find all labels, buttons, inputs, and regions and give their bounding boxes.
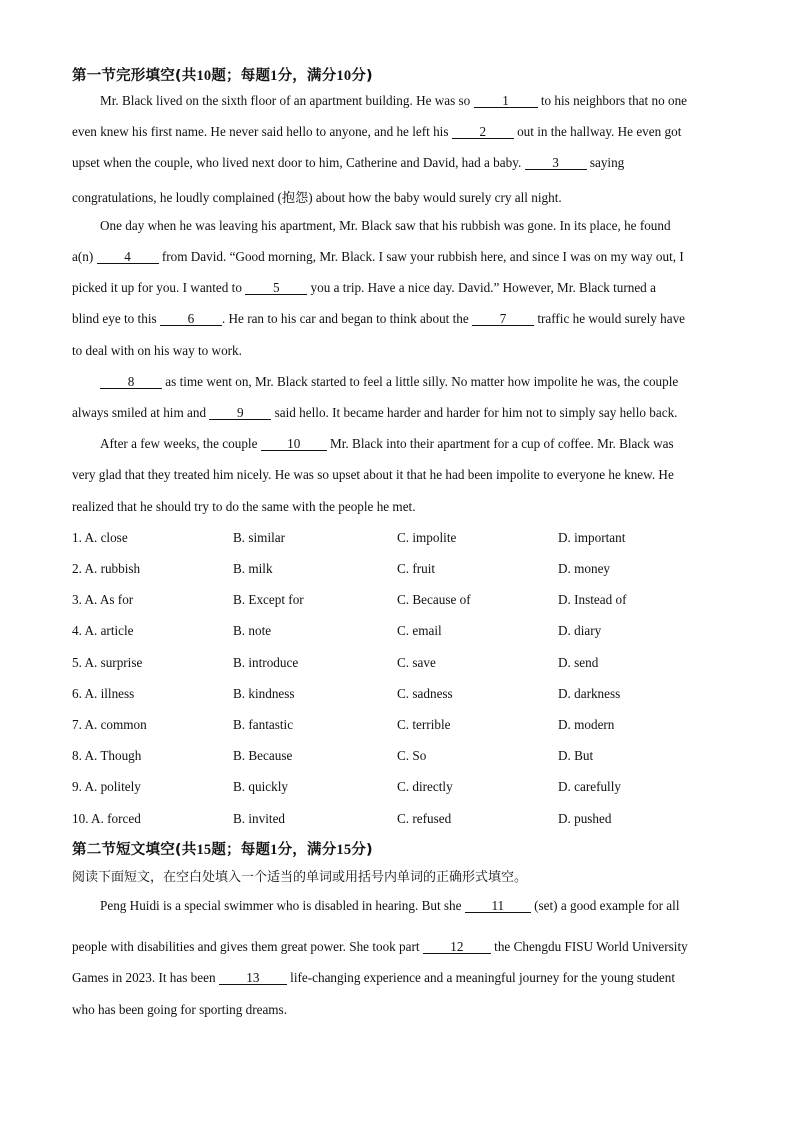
option-b[interactable]: B. fantastic bbox=[233, 717, 294, 732]
option-row bbox=[72, 811, 722, 829]
blank-5[interactable]: 5 bbox=[245, 281, 307, 295]
option-d[interactable]: D. diary bbox=[558, 623, 602, 638]
text-segment: Peng Huidi is a special swimmer who is disabled in hearing. But she bbox=[100, 898, 462, 913]
option-row bbox=[72, 655, 722, 673]
option-d[interactable]: D. send bbox=[558, 655, 599, 670]
option-c[interactable]: C. email bbox=[397, 623, 442, 638]
text-line: to deal with on his way to work. bbox=[72, 343, 242, 358]
blank-9[interactable]: 9 bbox=[209, 406, 271, 420]
text-line bbox=[72, 311, 722, 327]
text-line: who has been going for sporting dreams. bbox=[72, 1002, 287, 1017]
text-segment: to his neighbors that no one bbox=[540, 93, 688, 108]
section1-total: 10 bbox=[336, 68, 352, 84]
text-line bbox=[100, 436, 722, 452]
option-d[interactable]: D. important bbox=[558, 530, 626, 545]
option-d[interactable]: D. darkness bbox=[558, 686, 621, 701]
option-a[interactable]: 4. A. article bbox=[72, 623, 134, 638]
option-c[interactable]: C. directly bbox=[397, 779, 453, 794]
option-a[interactable]: 10. A. forced bbox=[72, 811, 141, 826]
option-c[interactable]: C. sadness bbox=[397, 686, 453, 701]
text-line bbox=[72, 939, 722, 955]
section1-count: 10 bbox=[196, 68, 212, 84]
option-b[interactable]: B. Except for bbox=[233, 592, 304, 607]
option-c[interactable]: C. Because of bbox=[397, 592, 471, 607]
blank-12[interactable]: 12 bbox=[423, 940, 491, 954]
text-line bbox=[100, 374, 722, 390]
option-a[interactable]: 7. A. common bbox=[72, 717, 147, 732]
option-c[interactable]: C. save bbox=[397, 655, 436, 670]
text-segment: life-changing experience and a meaningful journey for the young student bbox=[290, 970, 676, 985]
option-b[interactable]: B. introduce bbox=[233, 655, 299, 670]
text-segment: people with disabilities and gives them great power. She took part bbox=[72, 939, 420, 954]
text-segment: said hello. It became harder and harder for him not to simply say hello back. bbox=[274, 405, 678, 420]
text-line bbox=[72, 405, 722, 421]
text-segment: Games in 2023. It has been bbox=[72, 970, 216, 985]
section2-count: 15 bbox=[196, 842, 212, 858]
text-segment: . He ran to his car and began to think about the bbox=[221, 311, 469, 326]
option-c[interactable]: C. terrible bbox=[397, 717, 451, 732]
option-c[interactable]: C. So bbox=[397, 748, 427, 763]
text-line bbox=[72, 249, 722, 265]
text-segment: you a trip. Have a nice day. David.” However, Mr. Black turned a bbox=[310, 280, 656, 295]
text-segment: always smiled at him and bbox=[72, 405, 207, 420]
section2-instruction: 阅读下面短文，在空白处填入一个适当的单词或用括号内单词的正确形式填空。 bbox=[72, 870, 528, 885]
text-segment: the Chengdu FISU World University bbox=[494, 939, 688, 954]
option-row bbox=[72, 779, 722, 797]
text-segment: a(n) bbox=[72, 249, 94, 264]
section2-title: 第二节短文填空(共 bbox=[72, 842, 197, 858]
option-b[interactable]: B. kindness bbox=[233, 686, 295, 701]
text-segment: saying bbox=[589, 155, 625, 170]
blank-2[interactable]: 2 bbox=[452, 125, 514, 139]
blank-13[interactable]: 13 bbox=[219, 971, 287, 985]
option-b[interactable]: B. note bbox=[233, 623, 272, 638]
text-segment: (set) a good example for all bbox=[534, 898, 680, 913]
option-row bbox=[72, 748, 722, 766]
text-line bbox=[72, 155, 722, 171]
section2-title3: 分，满分 bbox=[277, 842, 337, 858]
text-line bbox=[72, 970, 722, 986]
text-line bbox=[72, 280, 722, 296]
option-row bbox=[72, 561, 722, 579]
text-segment: out in the hallway. He even got bbox=[517, 124, 682, 139]
text-line bbox=[100, 93, 722, 109]
blank-10[interactable]: 10 bbox=[261, 437, 327, 451]
blank-8[interactable]: 8 bbox=[100, 375, 162, 389]
option-d[interactable]: D. modern bbox=[558, 717, 615, 732]
text-segment: even knew his first name. He never said hello to anyone, and he left his bbox=[72, 124, 449, 139]
text-segment: Mr. Black into their apartment for a cup of coffee. Mr. Black was bbox=[330, 436, 674, 451]
text-segment: blind eye to this bbox=[72, 311, 157, 326]
option-b[interactable]: B. invited bbox=[233, 811, 286, 826]
option-a[interactable]: 8. A. Though bbox=[72, 748, 142, 763]
blank-11[interactable]: 11 bbox=[465, 899, 531, 913]
text-line bbox=[100, 898, 722, 914]
option-row bbox=[72, 623, 722, 641]
text-segment: After a few weeks, the couple bbox=[100, 436, 258, 451]
section2-per: 1 bbox=[270, 842, 278, 858]
section1-heading bbox=[72, 64, 373, 85]
text-line bbox=[72, 124, 722, 140]
option-row bbox=[72, 717, 722, 735]
option-d[interactable]: D. But bbox=[558, 748, 594, 763]
text-segment: picked it up for you. I wanted to bbox=[72, 280, 242, 295]
section1-title3: 分，满分 bbox=[277, 68, 337, 84]
text-line: realized that he should try to do the same with the people he met. bbox=[72, 499, 416, 514]
option-row bbox=[72, 530, 722, 548]
option-d[interactable]: D. Instead of bbox=[558, 592, 627, 607]
option-b[interactable]: B. similar bbox=[233, 530, 286, 545]
text-segment: traffic he would surely have bbox=[537, 311, 686, 326]
option-b[interactable]: B. quickly bbox=[233, 779, 288, 794]
option-c[interactable]: C. refused bbox=[397, 811, 452, 826]
option-d[interactable]: D. money bbox=[558, 561, 611, 576]
text-segment: Mr. Black lived on the sixth floor of an apartment building. He was so bbox=[100, 93, 471, 108]
option-row bbox=[72, 686, 722, 704]
blank-7[interactable]: 7 bbox=[472, 312, 534, 326]
option-d[interactable]: D. carefully bbox=[558, 779, 621, 794]
text-line: congratulations, he loudly complained (抱怨) about how the baby would surely cry all night. bbox=[72, 190, 562, 205]
section2-title4: 分) bbox=[351, 842, 373, 858]
option-a[interactable]: 3. A. As for bbox=[72, 592, 134, 607]
option-a[interactable]: 2. A. rubbish bbox=[72, 561, 141, 576]
option-d[interactable]: D. pushed bbox=[558, 811, 612, 826]
blank-4[interactable]: 4 bbox=[97, 250, 159, 264]
text-line: One day when he was leaving his apartment, Mr. Black saw that his rubbish was gone. In its place, he found bbox=[100, 218, 671, 233]
text-line: very glad that they treated him nicely. He was so upset about it that he had been impolite to everyone he knew. He bbox=[72, 467, 674, 482]
section1-title: 第一节完形填空(共 bbox=[72, 68, 197, 84]
option-c[interactable]: C. fruit bbox=[397, 561, 436, 576]
option-b[interactable]: B. milk bbox=[233, 561, 273, 576]
option-a[interactable]: 5. A. surprise bbox=[72, 655, 143, 670]
text-segment: as time went on, Mr. Black started to feel a little silly. No matter how impolite he was, the couple bbox=[165, 374, 679, 389]
blank-3[interactable]: 3 bbox=[525, 156, 587, 170]
section1-title4: 分) bbox=[351, 68, 373, 84]
option-row bbox=[72, 592, 722, 610]
section1-title2: 题；每题 bbox=[211, 68, 271, 84]
section2-title2: 题；每题 bbox=[211, 842, 271, 858]
option-a[interactable]: 9. A. politely bbox=[72, 779, 141, 794]
option-a[interactable]: 6. A. illness bbox=[72, 686, 135, 701]
text-segment: upset when the couple, who lived next door to him, Catherine and David, had a baby. bbox=[72, 155, 522, 170]
blank-1[interactable]: 1 bbox=[474, 94, 538, 108]
section1-per: 1 bbox=[270, 68, 278, 84]
option-c[interactable]: C. impolite bbox=[397, 530, 457, 545]
blank-6[interactable]: 6 bbox=[160, 312, 222, 326]
section2-heading bbox=[72, 838, 373, 859]
text-segment: from David. “Good morning, Mr. Black. I saw your rubbish here, and since I was on my way out, I bbox=[161, 249, 684, 264]
option-b[interactable]: B. Because bbox=[233, 748, 293, 763]
section2-total: 15 bbox=[336, 842, 352, 858]
option-a[interactable]: 1. A. close bbox=[72, 530, 128, 545]
